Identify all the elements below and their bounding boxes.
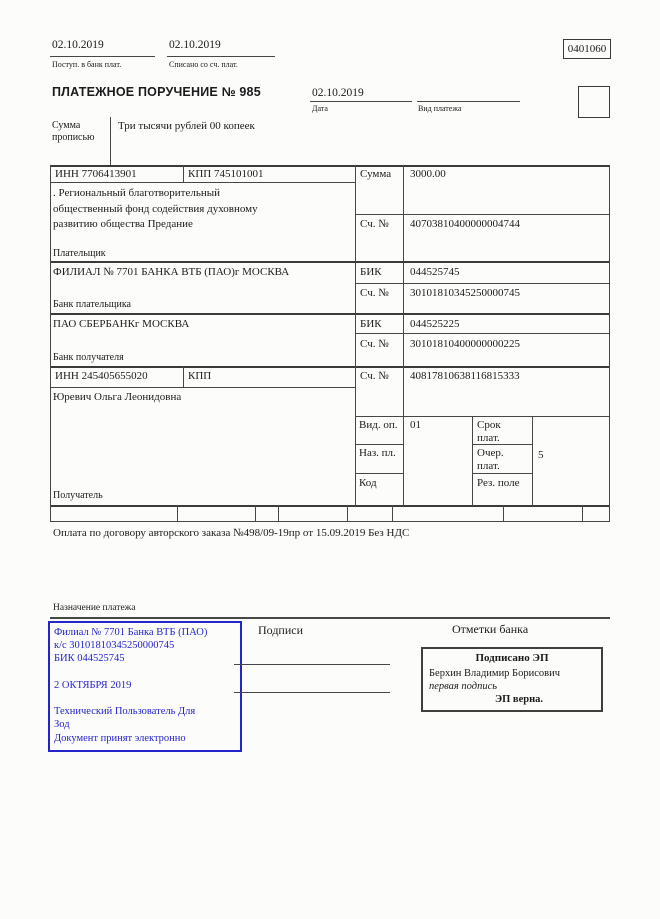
stamp-line: Документ принят электронно [54, 732, 186, 744]
operation-type-label: Вид. оп. [359, 419, 398, 431]
payee-kpp-label: КПП [188, 370, 212, 382]
received-date-label: Поступ. в банк плат. [52, 60, 122, 69]
esign-verified: ЭП верна. [495, 694, 544, 705]
stamp-line [54, 692, 236, 705]
payment-type-box [578, 86, 610, 118]
debited-date-label: Списано со сч. плат. [169, 60, 238, 69]
stamp-line: к/с 30101810345250000745 [54, 640, 175, 652]
tax-field-divider [255, 505, 256, 521]
payment-type-label: Вид платежа [418, 104, 462, 113]
date-label: Дата [312, 104, 328, 113]
table-border-bottom [50, 505, 610, 507]
payer-inn-row-divider [50, 182, 355, 183]
amount-value: 3000.00 [410, 168, 446, 180]
stamp-line: Филиал № 7701 Банка ВТБ (ПАО) [54, 627, 208, 638]
label-value-divider [403, 165, 404, 506]
form-code: 0401060 [567, 43, 607, 55]
tax-field-divider [177, 505, 178, 521]
payee-bank-name: ПАО СБЕРБАНКг МОСКВА [53, 318, 190, 330]
tax-field-divider [347, 505, 348, 521]
payment-basis-label: Наз. пл. [359, 447, 396, 459]
reserve-field-label: Рез. поле [477, 477, 520, 489]
payer-label: Плательщик [53, 248, 106, 259]
stamp-line: Технический Пользователь Для [54, 706, 196, 718]
date-underline [310, 101, 412, 102]
payee-bank-account: 30101810400000000225 [410, 338, 520, 350]
payee-bank-bik: 044525225 [410, 318, 460, 330]
debited-date: 02.10.2019 [169, 39, 221, 51]
bank-stamp [48, 621, 242, 752]
esign-name: Берхин Владимир Борисович [429, 668, 560, 679]
payer-bank-account-label: Сч. № [360, 287, 389, 299]
signatures-title: Подписи [258, 623, 304, 637]
payer-bank-account: 30101810345250000745 [410, 287, 520, 299]
payee-inn-row-divider [50, 387, 355, 388]
operation-row-divider [355, 473, 403, 474]
payment-term-label: Срок плат. [477, 419, 501, 444]
stamp-line: 2 ОКТЯБРЯ 2019 [54, 679, 132, 691]
received-date-underline [50, 56, 155, 57]
payee-bank-account-label: Сч. № [360, 338, 389, 350]
stamp-line: БИК 044525745 [54, 653, 125, 665]
tax-field-divider [392, 505, 393, 521]
tax-field-divider [503, 505, 504, 521]
bank-marks-title: Отметки банка [452, 622, 529, 636]
payer-bank-bik-divider [355, 283, 610, 284]
payee-inn-kpp-divider [183, 366, 184, 387]
payee-bank-label: Банк получателя [53, 352, 124, 363]
stamp-line: Зод [54, 719, 70, 731]
payee-section-divider [50, 366, 610, 368]
payer-bank-name: ФИЛИАЛ № 7701 БАНКА ВТБ (ПАО)г МОСКВА [53, 266, 290, 278]
document-date: 02.10.2019 [312, 87, 364, 99]
payer-inn-kpp-divider [183, 165, 184, 183]
amount-label: Сумма [360, 168, 392, 180]
purpose-text: Оплата по договору авторского заказа №498/09-19пр от 15.09.2019 Без НДС [53, 527, 410, 539]
operation-type-value: 01 [410, 419, 421, 431]
signature-line [234, 692, 390, 693]
payer-inn: ИНН 7706413901 [55, 168, 137, 180]
operation-row-divider [355, 444, 403, 445]
form-code-box [563, 39, 611, 59]
payment-priority-label: Очер. плат. [477, 447, 504, 472]
payee-label: Получатель [53, 490, 103, 501]
payer-account-label: Сч. № [360, 218, 389, 230]
table-border-right [609, 165, 610, 522]
table-middle-divider [355, 165, 356, 506]
table-border-top [50, 165, 610, 167]
received-date: 02.10.2019 [52, 39, 104, 51]
tax-row-bottom [50, 521, 610, 522]
purpose-label: Назначение платежа [53, 603, 136, 613]
payee-account-label: Сч. № [360, 370, 389, 382]
operation-row-divider [472, 473, 532, 474]
code-label: Код [359, 477, 377, 489]
payer-kpp: КПП 745101001 [188, 168, 264, 180]
payee-bank-bik-divider [355, 333, 610, 334]
operation-col-divider [472, 416, 473, 506]
payer-name: . Региональный благотворительный общественный фонд содействия духовному развитию общества Предание [53, 187, 258, 230]
payer-section-divider [50, 261, 610, 263]
amount-words-value: Три тысячи рублей 00 копеек [118, 120, 255, 132]
table-border-left [50, 165, 51, 522]
payment-type-underline [417, 101, 520, 102]
payee-account: 40817810638116815333 [410, 370, 520, 382]
amount-words-label: Сумма прописью [52, 120, 95, 143]
payee-inn: ИНН 245405655020 [55, 370, 148, 382]
document-title: ПЛАТЕЖНОЕ ПОРУЧЕНИЕ № 985 [52, 85, 261, 99]
payer-bank-bik-label: БИК [360, 266, 382, 278]
payer-bank-label: Банк плательщика [53, 299, 131, 310]
payer-bank-bik: 044525745 [410, 266, 460, 278]
esign-stamp [421, 647, 603, 712]
debited-date-underline [167, 56, 275, 57]
payee-name: Юревич Ольга Леонидовна [53, 391, 182, 403]
payer-account: 40703810400000004744 [410, 218, 520, 230]
amount-words-divider [110, 117, 111, 165]
tax-field-divider [278, 505, 279, 521]
tax-field-divider [582, 505, 583, 521]
esign-title: Подписано ЭП [475, 652, 549, 664]
signature-line [234, 664, 390, 665]
payment-priority-value: 5 [538, 449, 544, 461]
sum-account-divider [355, 214, 610, 215]
payee-bank-bik-label: БИК [360, 318, 382, 330]
operation-block-top [355, 416, 610, 417]
operation-col-divider [532, 416, 533, 506]
stamp-line [54, 666, 236, 679]
banks-divider [50, 313, 610, 315]
esign-type: первая подпись [429, 681, 498, 692]
purpose-section-line [50, 617, 610, 619]
